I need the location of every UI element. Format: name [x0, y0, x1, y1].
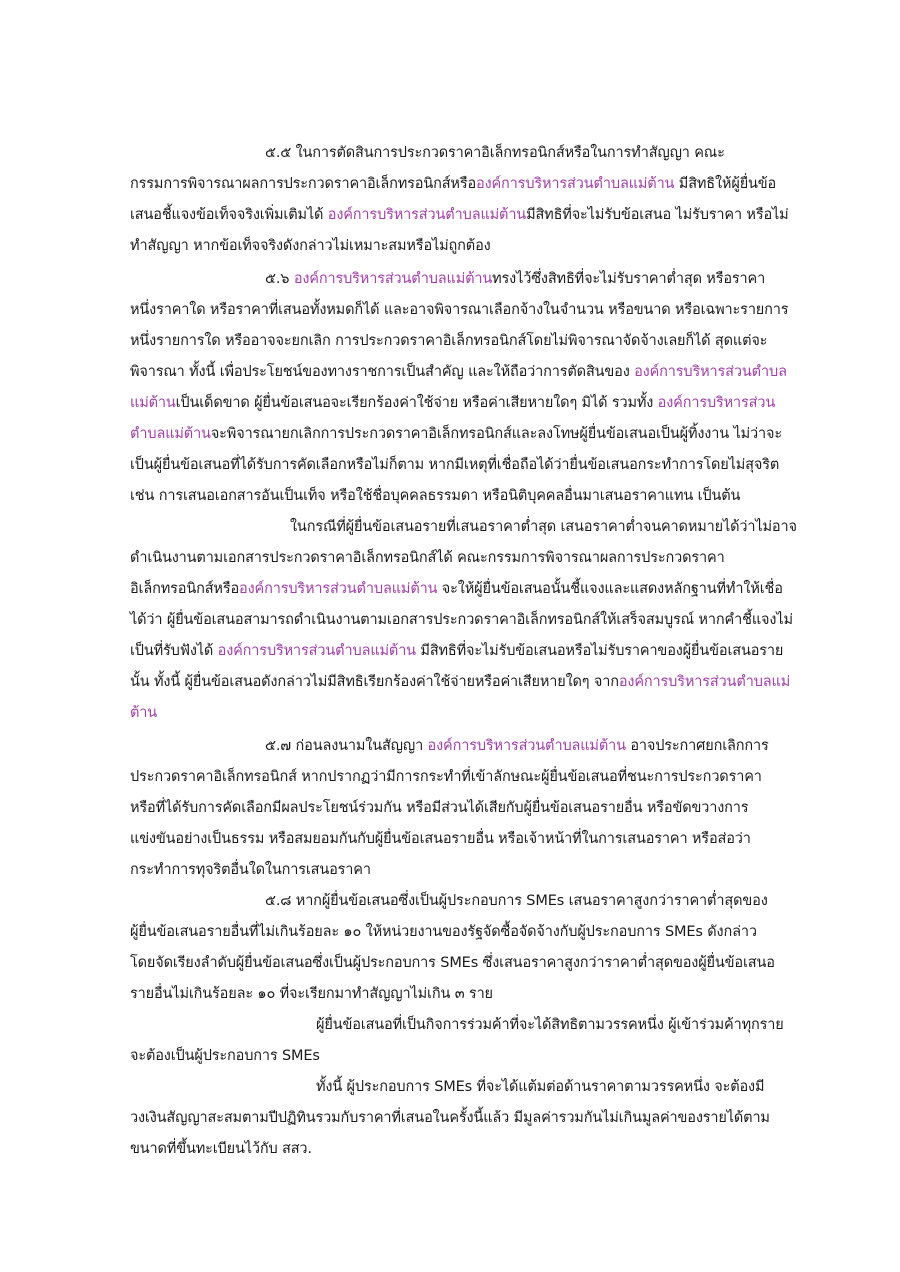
text-line: [130, 362, 787, 382]
text-line: [265, 269, 765, 289]
text-segment: เช่น การเสนอเอกสารอันเป็นเท็จ หรือใช้ชื่อบุคคลธรรมดา หรือนิติบุคคลอื่นมาเสนอราคาแทน เป็นต้น: [130, 488, 741, 504]
text-line: [130, 610, 793, 630]
text-line: [130, 1046, 320, 1066]
text-line: [130, 641, 783, 661]
text-segment: พิจารณา ทั้งนี้ เพื่อประโยชน์ของทางราชการเป็นสำคัญ และให้ถือว่าการตัดสินของ: [130, 364, 635, 380]
org-name-highlight: องค์การบริหารส่วนตำบลแม่ต้าน: [476, 176, 675, 192]
org-name-highlight: องค์การบริหารส่วนตำบล: [634, 364, 787, 380]
text-segment: หรือที่ได้รับการคัดเลือกมีผลประโยชน์ร่วมกัน หรือมีส่วนได้เสียกับผู้ยื่นข้อเสนอรายอื่น หรือขัดขวางการ: [130, 800, 749, 816]
text-line: [130, 829, 751, 849]
text-segment: หนึ่งราคาใด หรือราคาที่เสนอทั้งหมดก็ได้ และอาจพิจารณาเลือกจ้างในจำนวน หรือขนาด หรือเฉพาะรายการ: [130, 302, 789, 318]
text-segment: ผู้ยื่นข้อเสนอรายอื่นที่ไม่เกินร้อยละ ๑๐ ให้หน่วยงานของรัฐจัดซื้อจัดจ้างกับผู้ประกอบการ SMEs ดังกล่าว: [130, 924, 757, 940]
text-line: [130, 579, 783, 599]
text-segment: กรรมการพิจารณาผลการประกวดราคาอิเล็กทรอนิกส์หรือ: [130, 176, 477, 192]
text-segment: มีสิทธิที่จะไม่รับข้อเสนอ ไม่รับราคา หรือไม่: [526, 207, 789, 223]
text-line: [130, 548, 725, 568]
text-segment: ในการตัดสินการประกวดราคาอิเล็กทรอนิกส์หรือในการทำสัญญา คณะ: [291, 145, 725, 161]
org-name-highlight: องค์การบริหารส่วน: [657, 395, 776, 411]
text-segment: ผู้ยื่นข้อเสนอที่เป็นกิจการร่วมค้าที่จะได้สิทธิตามวรรคหนึ่ง ผู้เข้าร่วมค้าทุกราย: [316, 1017, 784, 1033]
org-name-highlight: องค์การบริหารส่วนตำบลแม่ต้าน: [293, 271, 493, 287]
text-segment: มีสิทธิที่จะไม่รับข้อเสนอหรือไม่รับราคาของผู้ยื่นข้อเสนอราย: [415, 643, 784, 659]
text-segment: ๕.๘: [265, 893, 292, 909]
text-segment: จะพิจารณายกเลิกการประกวดราคาอิเล็กทรอนิกส์และลงโทษผู้ยื่นข้อเสนอเป็นผู้ทิ้งงาน ไม่ว่าจะ: [210, 426, 782, 442]
text-segment: เสนอชี้แจงข้อเท็จจริงเพิ่มเติมได้: [130, 207, 328, 223]
text-line: [265, 143, 725, 163]
text-segment: ๕.๗: [265, 738, 292, 754]
text-line: [265, 891, 768, 911]
text-segment: ทั้งนี้ ผู้ประกอบการ SMEs ที่จะได้แต้มต่อด้านราคาตามวรรคหนึ่ง จะต้องมี: [316, 1079, 765, 1095]
org-name-highlight: องค์การบริหารส่วนตำบลแม่ต้าน: [239, 581, 438, 597]
org-name-highlight: องค์การบริหารส่วนตำบลแม่ต้าน: [327, 207, 527, 223]
text-segment: ๕.๕: [265, 145, 292, 161]
text-segment: โดยจัดเรียงลำดับผู้ยื่นข้อเสนอซึ่งเป็นผู้ประกอบการ SMEs ซึ่งเสนอราคาสูงกว่าราคาต่ำสุดของผู้ยื่นข้อเสนอ: [130, 955, 775, 971]
text-segment: หนึ่งรายการใด หรืออาจจะยกเลิก การประกวดราคาอิเล็กทรอนิกส์โดยไม่พิจารณาจัดจ้างเลยก็ได้ สุดแต่จะ: [130, 333, 768, 349]
text-segment: ทรงไว้ซึ่งสิทธิที่จะไม่รับราคาต่ำสุด หรือราคา: [492, 271, 766, 287]
text-segment: ดำเนินงานตามเอกสารประกวดราคาอิเล็กทรอนิกส์ได้ คณะกรรมการพิจารณาผลการประกวดราคา: [130, 550, 725, 566]
text-segment: อิเล็กทรอนิกส์หรือ: [130, 581, 240, 597]
text-segment: แข่งขันอย่างเป็นธรรม หรือสมยอมกันกับผู้ยื่นข้อเสนอรายอื่น หรือเจ้าหน้าที่ในการเสนอราคา หรือส่อว่า: [130, 831, 751, 847]
text-line: [130, 1139, 312, 1159]
text-segment: ขนาดที่ขึ้นทะเบียนไว้กับ สสว.: [130, 1141, 312, 1157]
text-line: [316, 1015, 784, 1035]
org-name-highlight: ตำบลแม่ต้าน: [130, 426, 211, 442]
org-name-highlight: องค์การบริหารส่วนตำบลแม่ต้าน: [427, 738, 626, 754]
text-line: [130, 486, 740, 506]
org-name-highlight: องค์การบริหารส่วนตำบลแม่ต้าน: [217, 643, 416, 659]
text-segment: มีสิทธิให้ผู้ยื่นข้อ: [674, 176, 777, 192]
text-line: [130, 174, 776, 194]
text-segment: วงเงินสัญญาสะสมตามปีปฏิทินรวมกับราคาที่เสนอในครั้งนี้แล้ว มีมูลค่ารวมกันไม่เกินมูลค่าของรายได้ตาม: [130, 1110, 770, 1126]
text-line: [130, 672, 790, 692]
text-line: [130, 703, 157, 723]
text-line: [130, 424, 782, 444]
text-segment: เป็นที่รับฟังได้: [130, 643, 218, 659]
text-line: [130, 922, 757, 942]
text-line: [316, 1077, 764, 1097]
text-line: [130, 205, 789, 225]
text-line: [130, 236, 491, 256]
text-line: [130, 860, 371, 880]
text-segment: อาจประกาศยกเลิกการ: [625, 738, 769, 754]
text-line: [130, 984, 493, 1004]
text-line: [290, 517, 797, 537]
text-line: [130, 455, 779, 475]
text-line: [130, 331, 767, 351]
text-line: [130, 300, 788, 320]
text-segment: ประกวดราคาอิเล็กทรอนิกส์ หากปรากฏว่ามีการกระทำที่เข้าลักษณะผู้ยื่นข้อเสนอที่ชนะการประกวดราคา: [130, 769, 762, 785]
text-line: [130, 1108, 770, 1128]
text-segment: เป็นเด็ดขาด ผู้ยื่นข้อเสนอจะเรียกร้องค่าใช้จ่าย หรือค่าเสียหายใดๆ มิได้ รวมทั้ง: [175, 395, 658, 411]
text-line: [265, 736, 769, 756]
text-segment: ได้ว่า ผู้ยื่นข้อเสนอสามารถดำเนินงานตามเอกสารประกวดราคาอิเล็กทรอนิกส์ให้เสร็จสมบูรณ์ หากคำชี้แจงไม่: [130, 612, 793, 628]
text-line: [130, 798, 748, 818]
text-segment: หากผู้ยื่นข้อเสนอซึ่งเป็นผู้ประกอบการ SMEs เสนอราคาสูงกว่าราคาต่ำสุดของ: [291, 893, 768, 909]
org-name-highlight: ต้าน: [130, 705, 158, 721]
text-segment: นั้น ทั้งนี้ ผู้ยื่นข้อเสนอดังกล่าวไม่มีสิทธิเรียกร้องค่าใช้จ่ายหรือค่าเสียหายใดๆ จาก: [130, 674, 619, 690]
org-name-highlight: องค์การบริหารส่วนตำบลแม่: [618, 674, 791, 690]
text-segment: จะต้องเป็นผู้ประกอบการ SMEs: [130, 1048, 320, 1064]
text-segment: รายอื่นไม่เกินร้อยละ ๑๐ ที่จะเรียกมาทำสัญญาไม่เกิน ๓ ราย: [130, 986, 493, 1002]
text-segment: ๕.๖: [265, 271, 290, 287]
text-line: [130, 393, 775, 413]
text-segment: ก่อนลงนามในสัญญา: [291, 738, 428, 754]
text-segment: จะให้ผู้ยื่นข้อเสนอนั้นชี้แจงและแสดงหลักฐานที่ทำให้เชื่อ: [437, 581, 783, 597]
text-line: [130, 767, 762, 787]
text-segment: ในกรณีที่ผู้ยื่นข้อเสนอรายที่เสนอราคาต่ำสุด เสนอราคาต่ำจนคาดหมายได้ว่าไม่อาจ: [290, 519, 797, 535]
text-segment: เป็นผู้ยื่นข้อเสนอที่ได้รับการคัดเลือกหรือไม่ก็ตาม หากมีเหตุที่เชื่อถือได้ว่ายื่นข้อเสนอกระทำการโดยไม่สุจริต: [130, 457, 780, 473]
text-line: [130, 953, 775, 973]
org-name-highlight: แม่ต้าน: [130, 395, 176, 411]
text-segment: กระทำการทุจริตอื่นใดในการเสนอราคา: [130, 862, 371, 878]
text-segment: ทำสัญญา หากข้อเท็จจริงดังกล่าวไม่เหมาะสมหรือไม่ถูกต้อง: [130, 238, 491, 254]
